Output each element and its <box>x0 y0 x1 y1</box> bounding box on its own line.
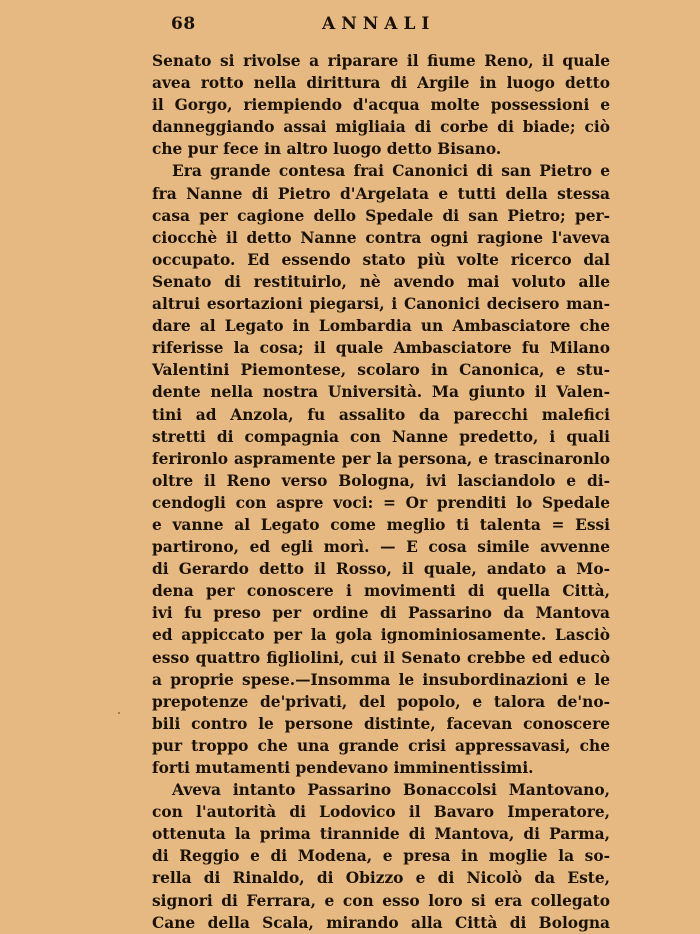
text-line: ed appiccato per la gola ignominiosamente. Lasciò <box>152 626 610 645</box>
text-line: che pur fece in altro luogo detto Bisano. <box>152 140 502 159</box>
text-line: dare al Legato in Lombardia un Ambasciatore che <box>152 317 610 336</box>
text-line: di Reggio e di Modena, e presa in moglie la so- <box>152 847 610 866</box>
text-line: Valentini Piemontese, scolaro in Canonica, e stu- <box>152 361 610 380</box>
text-line: Cane della Scala, mirando alla Città di Bologna <box>152 913 610 932</box>
text-line: a proprie spese.—Insomma le insubordinazioni e le <box>152 670 610 689</box>
text-line: casa per cagione dello Spedale di san Pietro; per- <box>152 206 610 225</box>
text-line: con l'autorità di Lodovico il Bavaro Imperatore, <box>152 803 610 822</box>
text-line: oltre il Reno verso Bologna, ivi lasciandolo e di- <box>152 471 610 490</box>
text-line: rella di Rinaldo, di Obizzo e di Nicolò da Este, <box>152 869 610 888</box>
body-text <box>152 50 610 934</box>
text-line: esso quattro figliolini, cui il Senato crebbe ed educò <box>152 648 610 667</box>
text-line: ciocchè il detto Nanne contra ogni ragione l'aveva <box>152 228 610 247</box>
text-line: forti mutamenti pendevano imminentissimi. <box>152 759 534 777</box>
page-number: 68 <box>171 14 196 34</box>
text-line: prepotenze de'privati, del popolo, e talora de'no- <box>152 692 610 711</box>
paper-speck <box>118 712 120 714</box>
text-line: cendogli con aspre voci: = Or prenditi lo Spedale <box>152 493 610 512</box>
text-line: altrui esortazioni piegarsi, i Canonici decisero man- <box>152 295 610 314</box>
page-header <box>0 12 700 42</box>
text-line: danneggiando assai migliaia di corbe di biade; ciò <box>152 118 610 137</box>
text-line: stretti di compagnia con Nanne predetto, i quali <box>152 427 610 446</box>
text-line: ottenuta la prima tirannide di Mantova, di Parma, <box>152 825 610 844</box>
paragraph-start-line: Aveva intanto Passarino Bonaccolsi Mantovano, <box>172 781 610 800</box>
text-line: partirono, ed egli morì. — E cosa simile avvenne <box>152 538 610 557</box>
text-line: fra Nanne di Pietro d'Argelata e tutti della stessa <box>152 184 610 203</box>
text-line: bili contro le persone distinte, facevan conoscere <box>152 714 610 733</box>
text-line: il Gorgo, riempiendo d'acqua molte possessioni e <box>152 96 610 115</box>
text-line: Senato si rivolse a riparare il fiume Reno, il quale <box>152 52 610 70</box>
text-line: e vanne al Legato come meglio ti talenta = Essi <box>152 515 610 534</box>
text-line: tini ad Anzola, fu assalito da parecchi malefici <box>152 405 610 424</box>
text-line: dente nella nostra Università. Ma giunto il Valen- <box>152 383 610 402</box>
text-line: signori di Ferrara, e con esso loro si era collegato <box>152 891 610 910</box>
text-line: pur troppo che una grande crisi appressavasi, che <box>152 736 610 755</box>
running-title: ANNALI <box>322 14 436 34</box>
text-line: Senato di restituirlo, nè avendo mai voluto alle <box>152 272 610 291</box>
text-line: avea rotto nella dirittura di Argile in luogo detto <box>152 74 610 93</box>
paragraph-start-line: Era grande contesa frai Canonici di san Pietro e <box>172 162 610 181</box>
text-line: ferironlo aspramente per la persona, e trascinaronlo <box>152 449 610 468</box>
text-line: riferisse la cosa; il quale Ambasciatore fu Milano <box>152 339 610 358</box>
text-line: di Gerardo detto il Rosso, il quale, andato a Mo- <box>152 560 610 579</box>
text-line: dena per conoscere i movimenti di quella Città, <box>152 582 610 601</box>
text-line: occupato. Ed essendo stato più volte ricerco dal <box>152 250 610 269</box>
text-line: ivi fu preso per ordine di Passarino da Mantova <box>152 604 610 623</box>
